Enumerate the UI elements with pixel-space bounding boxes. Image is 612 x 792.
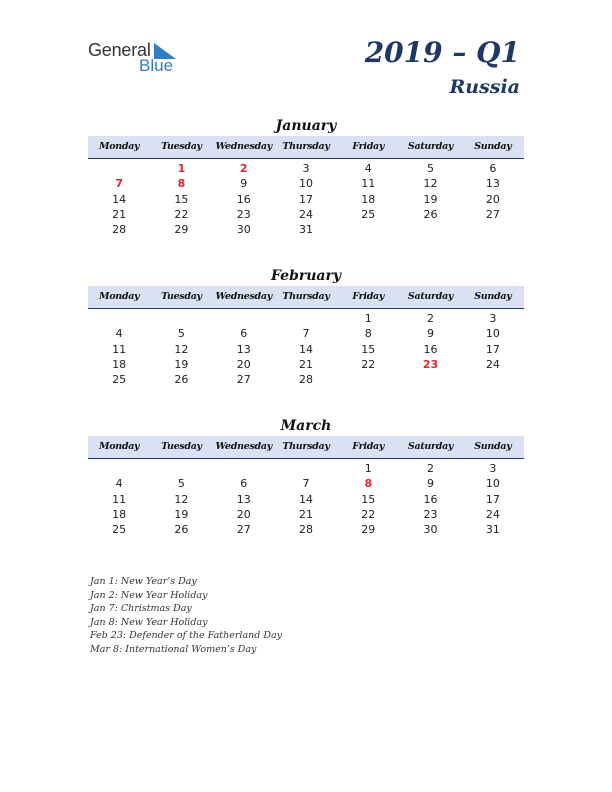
day-cell: 12 xyxy=(423,177,438,191)
day-cell xyxy=(462,372,524,387)
day-cell: 7 xyxy=(302,327,310,341)
holiday-note: Jan 8: New Year Holiday xyxy=(90,616,208,628)
day-cell: 12 xyxy=(174,342,189,356)
weekday-label: Thursday xyxy=(282,291,330,302)
day-cell xyxy=(88,311,150,326)
day-cell: 15 xyxy=(361,492,376,506)
day-cell: 21 xyxy=(298,357,313,371)
day-cell: 5 xyxy=(177,327,185,341)
day-cell xyxy=(275,311,337,326)
day-cell: 6 xyxy=(489,162,497,175)
holiday-day-cell: 2 xyxy=(239,162,248,175)
day-cell: 30 xyxy=(423,523,438,537)
day-cell: 29 xyxy=(361,523,376,537)
weekday-label: Wednesday xyxy=(215,141,272,152)
weekday-label: Sunday xyxy=(474,291,512,302)
day-cell: 31 xyxy=(485,523,500,537)
week-row xyxy=(88,311,524,326)
weekday-label: Monday xyxy=(99,291,140,302)
week-row xyxy=(88,357,524,372)
month-grid xyxy=(88,159,524,237)
day-cell: 22 xyxy=(361,357,376,371)
day-cell: 26 xyxy=(174,373,189,387)
day-cell: 26 xyxy=(423,207,438,221)
weekday-label: Friday xyxy=(352,141,385,152)
day-cell xyxy=(213,311,275,326)
weekday-label: Sunday xyxy=(474,441,512,452)
week-row xyxy=(88,192,524,207)
weekday-label: Thursday xyxy=(282,441,330,452)
day-cell: 29 xyxy=(174,223,189,237)
day-cell: 25 xyxy=(361,207,376,221)
day-cell: 26 xyxy=(174,523,189,537)
week-row xyxy=(88,461,524,476)
weekday-header xyxy=(88,286,524,309)
day-cell: 10 xyxy=(298,177,313,191)
weekday-header xyxy=(88,136,524,159)
weekday-label: Monday xyxy=(99,141,140,152)
holiday-note: Feb 23: Defender of the Fatherland Day xyxy=(90,630,282,642)
day-cell: 21 xyxy=(298,507,313,521)
day-cell: 6 xyxy=(240,327,248,341)
day-cell: 10 xyxy=(485,477,500,491)
day-cell xyxy=(337,222,399,237)
day-cell: 21 xyxy=(112,207,127,221)
week-row xyxy=(88,492,524,507)
day-cell: 3 xyxy=(302,162,310,175)
day-cell xyxy=(337,372,399,387)
holiday-note: Jan 2: New Year Holiday xyxy=(90,589,208,601)
day-cell: 27 xyxy=(236,373,251,387)
holiday-day-cell: 8 xyxy=(364,477,373,491)
day-cell: 18 xyxy=(112,507,127,521)
day-cell: 14 xyxy=(298,492,313,506)
month-name: January xyxy=(275,118,337,134)
holiday-note: Mar 8: International Women’s Day xyxy=(90,643,257,655)
day-cell: 9 xyxy=(240,177,248,191)
day-cell: 5 xyxy=(177,477,185,491)
day-cell: 31 xyxy=(298,223,313,237)
day-cell: 4 xyxy=(364,162,372,175)
day-cell: 28 xyxy=(298,523,313,537)
day-cell: 22 xyxy=(174,207,189,221)
day-cell: 15 xyxy=(361,342,376,356)
day-cell: 22 xyxy=(361,507,376,521)
day-cell: 20 xyxy=(236,507,251,521)
weekday-label: Saturday xyxy=(407,141,454,152)
day-cell xyxy=(275,461,337,476)
weekday-label: Wednesday xyxy=(215,291,272,302)
month-february xyxy=(88,266,524,387)
day-cell: 18 xyxy=(112,357,127,371)
holiday-day-cell: 1 xyxy=(177,162,186,175)
month-grid xyxy=(88,459,524,537)
day-cell: 6 xyxy=(240,477,248,491)
day-cell: 24 xyxy=(298,207,313,221)
day-cell: 28 xyxy=(112,223,127,237)
week-row xyxy=(88,522,524,537)
day-cell: 9 xyxy=(427,477,435,491)
holiday-notes xyxy=(90,575,282,657)
day-cell: 27 xyxy=(236,523,251,537)
day-cell: 23 xyxy=(236,207,251,221)
month-march xyxy=(88,416,524,537)
day-cell: 19 xyxy=(174,507,189,521)
country-title: Russia xyxy=(449,76,520,98)
day-cell: 12 xyxy=(174,492,189,506)
page-title: 2019 – Q1 xyxy=(364,36,520,69)
day-cell: 23 xyxy=(423,507,438,521)
day-cell: 3 xyxy=(489,312,497,325)
day-cell xyxy=(213,461,275,476)
day-cell: 20 xyxy=(485,192,500,206)
holiday-note: Jan 7: Christmas Day xyxy=(90,603,192,615)
day-cell: 7 xyxy=(302,477,310,491)
day-cell xyxy=(150,461,212,476)
day-cell: 19 xyxy=(174,357,189,371)
day-cell: 28 xyxy=(298,373,313,387)
day-cell: 13 xyxy=(485,177,500,191)
day-cell: 2 xyxy=(427,462,435,475)
day-cell: 18 xyxy=(361,192,376,206)
weekday-label: Wednesday xyxy=(215,441,272,452)
day-cell: 14 xyxy=(298,342,313,356)
day-cell xyxy=(88,461,150,476)
day-cell: 5 xyxy=(427,162,435,175)
weekday-label: Saturday xyxy=(407,291,454,302)
day-cell: 1 xyxy=(364,462,372,475)
weekday-label: Monday xyxy=(99,441,140,452)
holiday-note: Jan 1: New Year’s Day xyxy=(90,576,197,587)
day-cell: 17 xyxy=(485,492,500,506)
day-cell: 8 xyxy=(364,327,372,341)
weekday-label: Tuesday xyxy=(161,441,202,452)
weekday-label: Friday xyxy=(352,291,385,302)
week-row xyxy=(88,507,524,522)
day-cell: 27 xyxy=(485,207,500,221)
day-cell: 11 xyxy=(361,177,376,191)
day-cell xyxy=(88,161,150,176)
day-cell xyxy=(462,222,524,237)
day-cell: 10 xyxy=(485,327,500,341)
logo xyxy=(88,40,188,80)
month-name: March xyxy=(280,418,332,434)
logo-text-general: General xyxy=(88,40,151,60)
week-row xyxy=(88,476,524,491)
day-cell: 17 xyxy=(485,342,500,356)
week-row xyxy=(88,161,524,176)
logo-text-blue: Blue xyxy=(139,56,174,75)
month-grid xyxy=(88,309,524,387)
day-cell: 4 xyxy=(115,477,123,491)
month-january xyxy=(88,116,524,237)
holiday-day-cell: 7 xyxy=(115,177,123,191)
week-row xyxy=(88,207,524,222)
week-row xyxy=(88,372,524,387)
weekday-label: Friday xyxy=(352,441,385,452)
day-cell: 24 xyxy=(485,357,500,371)
day-cell: 13 xyxy=(236,492,251,506)
day-cell: 25 xyxy=(112,523,127,537)
day-cell: 16 xyxy=(236,192,251,206)
day-cell: 14 xyxy=(112,192,127,206)
day-cell xyxy=(399,372,461,387)
holiday-day-cell: 8 xyxy=(177,177,186,191)
weekday-label: Tuesday xyxy=(161,141,202,152)
day-cell: 11 xyxy=(112,492,127,506)
holiday-day-cell: 23 xyxy=(422,357,439,371)
day-cell: 19 xyxy=(423,192,438,206)
day-cell: 15 xyxy=(174,192,189,206)
day-cell: 17 xyxy=(298,192,313,206)
weekday-label: Tuesday xyxy=(161,291,202,302)
day-cell: 16 xyxy=(423,492,438,506)
day-cell: 13 xyxy=(236,342,251,356)
day-cell: 1 xyxy=(364,312,372,325)
week-row xyxy=(88,342,524,357)
weekday-label: Thursday xyxy=(282,141,330,152)
weekday-label: Saturday xyxy=(407,441,454,452)
month-name: February xyxy=(270,268,341,284)
day-cell: 24 xyxy=(485,507,500,521)
day-cell: 16 xyxy=(423,342,438,356)
day-cell: 30 xyxy=(236,223,251,237)
day-cell: 11 xyxy=(112,342,127,356)
week-row xyxy=(88,222,524,237)
week-row xyxy=(88,326,524,341)
week-row xyxy=(88,176,524,191)
weekday-label: Sunday xyxy=(474,141,512,152)
day-cell: 25 xyxy=(112,373,127,387)
weekday-header xyxy=(88,436,524,459)
day-cell xyxy=(399,222,461,237)
day-cell: 9 xyxy=(427,327,435,341)
day-cell xyxy=(150,311,212,326)
day-cell: 4 xyxy=(115,327,123,341)
day-cell: 2 xyxy=(427,312,435,325)
day-cell: 3 xyxy=(489,462,497,475)
day-cell: 20 xyxy=(236,357,251,371)
